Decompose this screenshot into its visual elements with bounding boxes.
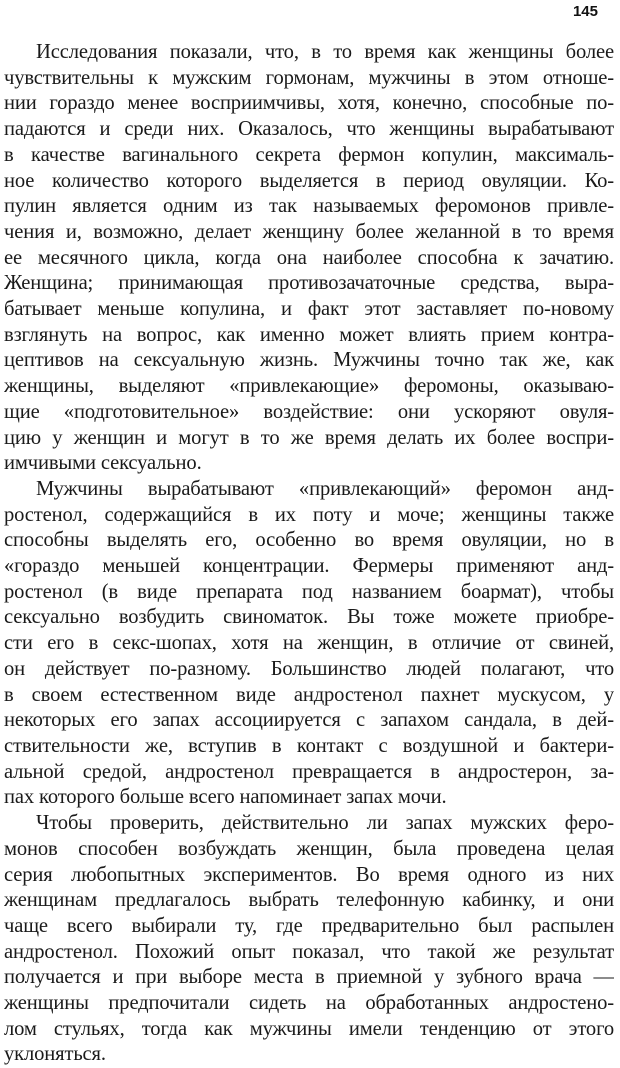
text-line: уклоняться.: [4, 1043, 106, 1066]
text-line: в качестве вагинального секрета фермон копулин, максималь-: [4, 143, 614, 166]
text-line: он действует по-разному. Большинство людей полагают, что: [4, 657, 614, 680]
text-line: некоторых его запах ассоциируется с запахом сандала, в дей-: [4, 709, 614, 732]
text-line: сти его в секс-шопах, хотя на женщин, в отличие от свиней,: [4, 632, 614, 655]
text-line: батывает меньше копулина, и факт этот заставляет по-новому: [4, 298, 614, 321]
body-text: [4, 40, 614, 1068]
paragraph-3: [4, 811, 614, 1068]
text-line: цию у женщин и могут в то же время делать их более воспри-: [4, 426, 614, 449]
text-line: ное количество которого выделяется в период овуляции. Ко-: [4, 169, 614, 192]
text-line: сексуально возбудить свиноматок. Вы тоже можете приобре-: [4, 606, 614, 629]
text-line: ствительности же, вступив в контакт с воздушной и бактери-: [4, 734, 614, 757]
text-line: чения и, возможно, делает женщину более желанной в то время: [4, 220, 614, 243]
text-line: в своем естественном виде андростенол пахнет мускусом, у: [4, 683, 614, 706]
text-line: получается и при выборе места в приемной у зубного врача —: [4, 966, 614, 989]
text-line: женщины предпочитали сидеть на обработанных андростено-: [4, 992, 614, 1015]
paragraph-2: [4, 477, 614, 811]
text-line: серия любопытных экспериментов. Во время одного из них: [4, 863, 614, 886]
text-line: цептивов на сексуальную жизнь. Мужчины точно так же, как: [4, 349, 614, 372]
text-line: чувствительны к мужским гормонам, мужчины в этом отноше-: [4, 66, 614, 89]
text-line: женщины, выделяют «привлекающие» феромоны, оказываю-: [4, 375, 614, 398]
text-line: Чтобы проверить, действительно ли запах мужских феро-: [36, 812, 614, 835]
paragraph-1: [4, 40, 614, 477]
text-line: ростенол, содержащийся в их поту и моче; женщины также: [4, 503, 614, 526]
text-line: падаются и среди них. Оказалось, что женщины вырабатывают: [4, 118, 614, 141]
text-line: женщинам предлагалось выбрать телефонную кабинку, и они: [4, 889, 614, 912]
text-line: щие «подготовительное» воздействие: они ускоряют овуля-: [4, 400, 614, 423]
text-line: Исследования показали, что, в то время как женщины более: [36, 41, 614, 63]
text-line: Мужчины вырабатывают «привлекающий» феромон анд-: [36, 477, 614, 500]
text-line: Женщина; принимающая противозачаточные средства, выра-: [4, 272, 614, 295]
text-line: «гораздо меньшей концентрации. Фермеры применяют анд-: [4, 555, 614, 578]
text-line: способны выделять его, особенно во время овуляции, но в: [4, 529, 614, 552]
text-line: взглянуть на вопрос, как именно может влиять прием контра-: [4, 323, 614, 346]
text-line: чаще всего выбирали ту, где предварительно был распылен: [4, 914, 614, 937]
text-line: лом стульях, тогда как мужчины имели тенденцию от этого: [4, 1017, 614, 1040]
text-line: андростенол. Похожий опыт показал, что такой же результат: [4, 940, 614, 963]
text-line: монов способен возбуждать женщин, была проведена целая: [4, 837, 614, 860]
text-line: нии гораздо менее восприимчивы, хотя, конечно, способные по-: [4, 92, 614, 115]
text-line: имчивыми сексуально.: [4, 452, 202, 475]
text-line: пулин является одним из так называемых феромонов привле-: [4, 195, 614, 218]
text-line: ростенол (в виде препарата под названием боармат), чтобы: [4, 580, 614, 603]
text-line: ее месячного цикла, когда она наиболее способна к зачатию.: [4, 246, 614, 269]
text-line: альной средой, андростенол превращается в андростерон, за-: [4, 760, 614, 783]
text-line: пах которого больше всего напоминает запах мочи.: [4, 786, 447, 809]
page-number: 145: [572, 3, 598, 20]
